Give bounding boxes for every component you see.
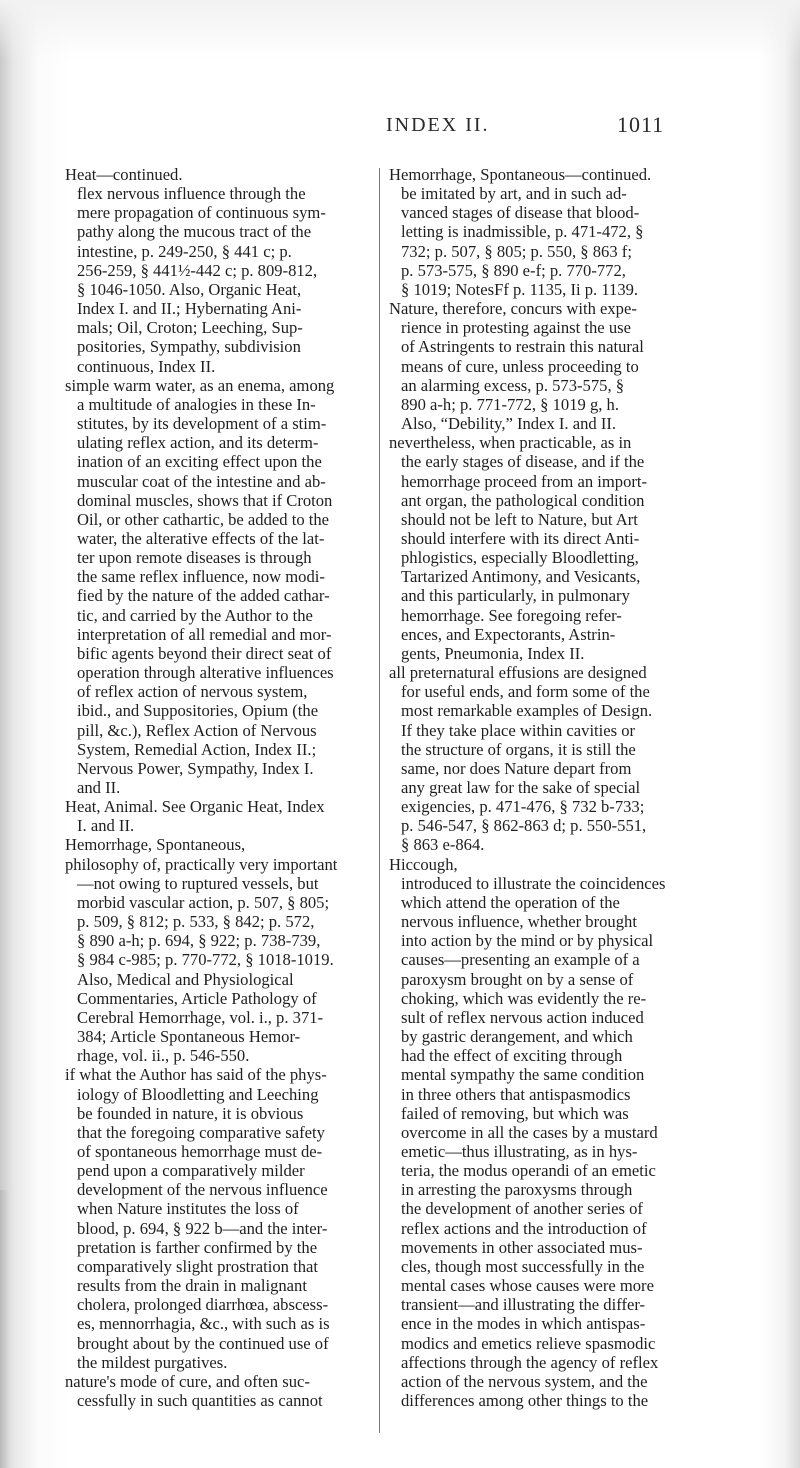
index-line: § 1046-1050. Also, Organic Heat, [77,279,302,299]
index-line: § 890 a-h; p. 694, § 922; p. 738-739, [77,931,321,951]
index-line: introduced to illustrate the coincidences [401,873,666,893]
index-line: had the effect of exciting through [401,1046,623,1066]
index-line: p. 573-575, § 890 e-f; p. 770-772, [401,260,626,280]
index-line: the mildest purgatives. [77,1352,228,1372]
index-line: reflex actions and the introduction of [401,1218,647,1238]
index-line: Hemorrhage, Spontaneous—continued. [389,165,652,184]
index-line: fied by the nature of the added cathar- [77,586,330,606]
index-line: affections through the agency of reflex [401,1352,659,1372]
index-line: comparatively slight prostration that [77,1256,319,1276]
index-line: into action by the mind or by physical [401,931,654,951]
index-line: continuous, Index II. [77,356,216,376]
index-line: es, mennorrhagia, &c., with such as is [77,1314,330,1334]
index-line: of spontaneous hemorrhage must de- [77,1141,323,1161]
right-column [389,165,705,1410]
index-line: I. and II. [77,816,135,836]
index-line: tic, and carried by the Author to the [77,605,313,625]
index-line: when Nature institutes the loss of [77,1199,299,1219]
index-line: of reflex action of nervous system, [77,682,308,702]
index-line: Commentaries, Article Pathology of [77,988,317,1008]
index-line: flex nervous influence through the [77,184,306,204]
index-line: most remarkable examples of Design. [401,701,653,721]
index-line: paroxysm brought on by a sense of [401,969,634,989]
index-line: § 863 e-864. [401,835,485,855]
index-line: mere propagation of continuous sym- [77,203,326,223]
index-line: mental sympathy the same condition [401,1065,645,1085]
index-line: stitutes, by its development of a stim- [77,414,327,434]
index-line: choking, which was evidently the re- [401,988,647,1008]
index-line: Oil, or other cathartic, be added to the [77,509,330,529]
index-line: System, Remedial Action, Index II.; [77,739,317,759]
index-line: p. 546-547, § 862-863 d; p. 550-551, [401,816,647,836]
index-line: ences, and Expectorants, Astrin- [401,624,616,644]
index-line: hemorrhage. See foregoing refer- [401,605,622,625]
index-line: by gastric derangement, and which [401,1027,633,1047]
index-line: sult of reflex nervous action induced [401,1007,644,1027]
index-line: in three others that antispasmodics [401,1084,631,1104]
index-line: transient—and illustrating the differ- [401,1295,646,1315]
index-line: cessfully in such quantities as cannot [77,1391,323,1410]
index-line: Index I. and II.; Hybernating Ani- [77,299,302,319]
index-line: ination of an exciting effect upon the [77,452,322,472]
index-line: philosophy of, practically very important [65,854,338,874]
index-line: hemorrhage proceed from an import- [401,471,648,491]
index-line: brought about by the continued use of [77,1333,329,1353]
index-line: in arresting the paroxysms through [401,1180,633,1200]
index-line: Heat—continued. [65,165,183,184]
index-line: an alarming excess, p. 573-575, § [401,375,625,395]
index-line: Also, “Debility,” Index I. and II. [401,414,617,434]
index-line: nevertheless, when practicable, as in [389,433,632,453]
index-line: iology of Bloodletting and Leeching [77,1084,319,1104]
index-line: bific agents beyond their direct seat of [77,643,332,663]
left-column [65,165,372,1410]
page-edge-shadow [0,1190,10,1468]
index-line: positories, Sympathy, subdivision [77,337,301,357]
index-line: for useful ends, and form some of the [401,682,650,702]
index-line: and II. [77,778,121,797]
index-line: pend upon a comparatively milder [77,1161,305,1181]
index-line: ibid., and Suppositories, Opium (the [77,701,319,721]
index-line: phlogistics, especially Bloodletting, [401,548,639,568]
column-divider [379,168,380,1433]
index-line: 384; Article Spontaneous Hemor- [77,1027,301,1047]
index-line: rience in protesting against the use [401,318,631,338]
index-line: all preternatural effusions are designed [389,663,647,683]
index-line: the development of another series of [401,1199,643,1219]
index-line: ant organ, the pathological condition [401,490,645,510]
index-line: nervous influence, whether brought [401,912,637,932]
index-line: p. 509, § 812; p. 533, § 842; p. 572, [77,912,315,932]
index-line: interpretation of all remedial and mor- [77,624,332,644]
index-line: blood, p. 694, § 922 b—and the inter- [77,1218,328,1238]
index-line: Nature, therefore, concurs with expe- [389,299,637,319]
index-line: mental cases whose causes were more [401,1276,654,1296]
index-line: emetic—thus illustrating, as in hys- [401,1141,638,1161]
index-line: and this particularly, in pulmonary [401,586,630,606]
index-line: Heat, Animal. See Organic Heat, Index [65,797,325,817]
index-line: nature's mode of cure, and often suc- [65,1371,310,1391]
index-line: differences among other things to the [401,1391,649,1410]
index-line: 732; p. 507, § 805; p. 550, § 863 f; [401,241,632,261]
index-line: if what the Author has said of the phys- [65,1065,327,1085]
index-line: should not be left to Nature, but Art [401,509,638,529]
index-line: Hemorrhage, Spontaneous, [65,835,246,855]
index-line: be founded in nature, it is obvious [77,1103,304,1123]
index-line: movements in other associated mus- [401,1237,643,1257]
index-line: be imitated by art, and in such ad- [401,184,627,204]
index-line: pretation is farther confirmed by the [77,1237,318,1257]
index-line: ter upon remote diseases is through [77,548,312,568]
page-header [0,108,800,148]
index-line: ulating reflex action, and its determ- [77,433,319,453]
index-line: Also, Medical and Physiological [77,969,294,989]
index-line: a multitude of analogies in these In- [77,394,316,414]
index-line: exigencies, p. 471-476, § 732 b-733; [401,797,645,817]
index-line: gents, Pneumonia, Index II. [401,643,585,663]
index-line: Tartarized Antimony, and Vesicants, [401,567,641,587]
index-line: overcome in all the cases by a mustard [401,1122,658,1142]
index-line: ence in the modes in which antispas- [401,1314,646,1334]
index-line: pill, &c.), Reflex Action of Nervous [77,720,317,740]
index-line: Nervous Power, Sympathy, Index I. [77,758,314,778]
index-line: modics and emetics relieve spasmodic [401,1333,656,1353]
index-line: cholera, prolonged diarrhœa, abscess- [77,1295,329,1315]
index-line: intestine, p. 249-250, § 441 c; p. [77,241,292,261]
index-line: of Astringents to restrain this natural [401,337,644,357]
index-line: results from the drain in malignant [77,1276,307,1296]
index-line: pathy along the mucous tract of the [77,222,312,242]
index-line: same, nor does Nature depart from [401,758,632,778]
index-line: cles, though most successfully in the [401,1256,645,1276]
index-line: § 1019; NotesFf p. 1135, Ii p. 1139. [401,279,639,299]
index-line: teria, the modus operandi of an emetic [401,1161,656,1181]
index-line: vanced stages of disease that blood- [401,203,640,223]
index-line: action of the nervous system, and the [401,1371,648,1391]
index-line: rhage, vol. ii., p. 546-550. [77,1046,250,1066]
index-line: —not owing to ruptured vessels, but [77,873,319,893]
index-line: mals; Oil, Croton; Leeching, Sup- [77,318,303,338]
index-line: should interfere with its direct Anti- [401,528,640,548]
index-line: Cerebral Hemorrhage, vol. i., p. 371- [77,1007,324,1027]
index-line: which attend the operation of the [401,892,620,912]
page-number: 1011 [617,112,665,137]
index-line: Hiccough, [389,854,458,874]
page-top-shade [0,0,800,60]
index-line: failed of removing, but which was [401,1103,629,1123]
index-line: water, the alterative effects of the lat- [77,528,325,548]
index-line: muscular coat of the intestine and ab- [77,471,326,491]
index-line: the structure of organs, it is still the [401,739,636,759]
index-line: the early stages of disease, and if the [401,452,645,472]
index-line: dominal muscles, shows that if Croton [77,490,333,510]
index-line: letting is inadmissible, p. 471-472, § [401,222,644,242]
index-line: morbid vascular action, p. 507, § 805; [77,892,330,912]
index-line: If they take place within cavities or [401,720,636,740]
index-line: means of cure, unless proceeding to [401,356,639,376]
index-line: 890 a-h; p. 771-772, § 1019 g, h. [401,394,620,414]
index-line: operation through alterative influences [77,663,334,683]
index-line: causes—presenting an example of a [401,950,640,970]
running-title: INDEX II. [386,114,490,136]
index-line: § 984 c-985; p. 770-772, § 1018-1019. [77,950,334,970]
index-line: that the foregoing comparative safety [77,1122,325,1142]
index-line: 256-259, § 441½-442 c; p. 809-812, [77,260,318,280]
index-line: simple warm water, as an enema, among [65,375,335,395]
index-line: development of the nervous influence [77,1180,328,1200]
index-line: the same reflex influence, now modi- [77,567,325,587]
index-line: any great law for the sake of special [401,778,641,797]
